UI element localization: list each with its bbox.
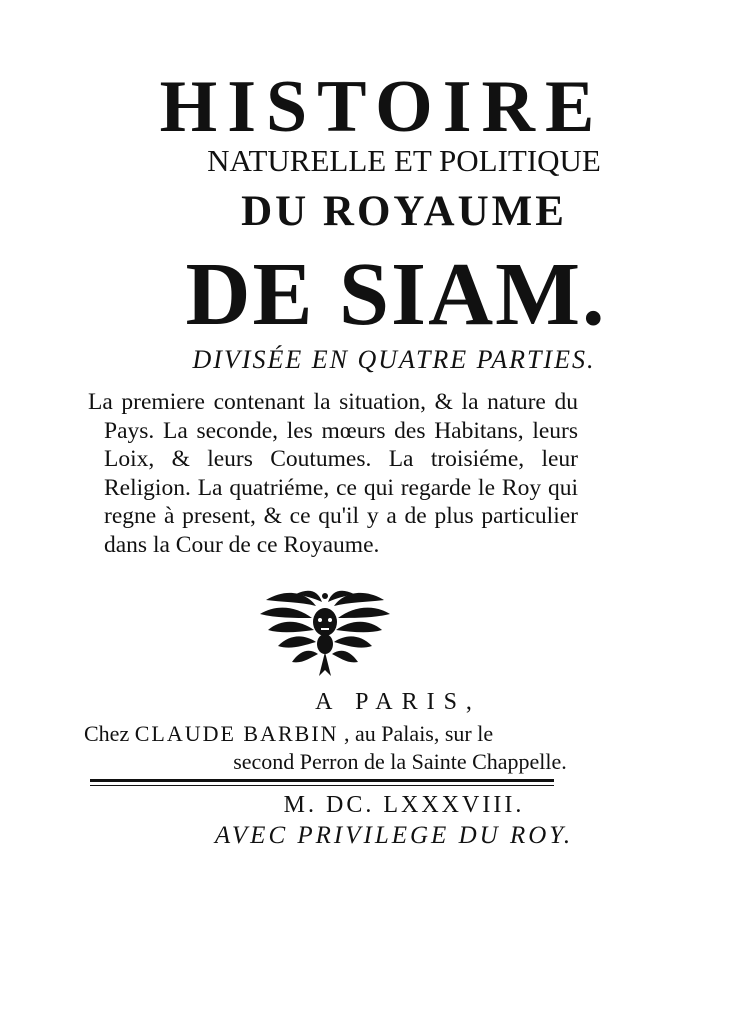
title-naturelle-et-politique: NATURELLE ET POLITIQUE (207, 143, 601, 178)
privilege-statement: AVEC PRIVILEGE DU ROY. (214, 822, 574, 849)
title-histoire: HISTOIRE (159, 66, 605, 148)
publisher-prefix: Chez (84, 721, 130, 746)
divider-rule-thick (90, 779, 554, 782)
subtitle-divisee: DIVISÉE EN QUATRE PARTIES. (192, 345, 596, 374)
imprint-date: M. DC. LXXXVIII. (283, 792, 525, 818)
fleuron-ornament-icon (256, 588, 394, 680)
publisher-name: CLAUDE BARBIN (134, 721, 339, 746)
contents-description: La premiere contenant la situation, & la nature du Pays. La seconde, les mœurs des Habitans, leurs Loix, & leurs Coutumes. La troisiéme, leur Religion. La quatriéme, ce qui regarde le Roy qui regne à present, & ce qu'il y a de plus particulier dans la Cour de ce Royaume. (88, 389, 578, 558)
divider-rule-thin (90, 785, 554, 786)
imprint-publisher-line (84, 720, 574, 748)
title-de-siam: DE SIAM. (185, 245, 607, 344)
title-du-royaume: DU ROYAUME (241, 188, 567, 235)
publisher-suffix: , au Palais, sur le (344, 721, 494, 746)
imprint-address: second Perron de la Sainte Chappelle. (233, 749, 567, 774)
imprint-place: A PARIS, (315, 689, 481, 715)
